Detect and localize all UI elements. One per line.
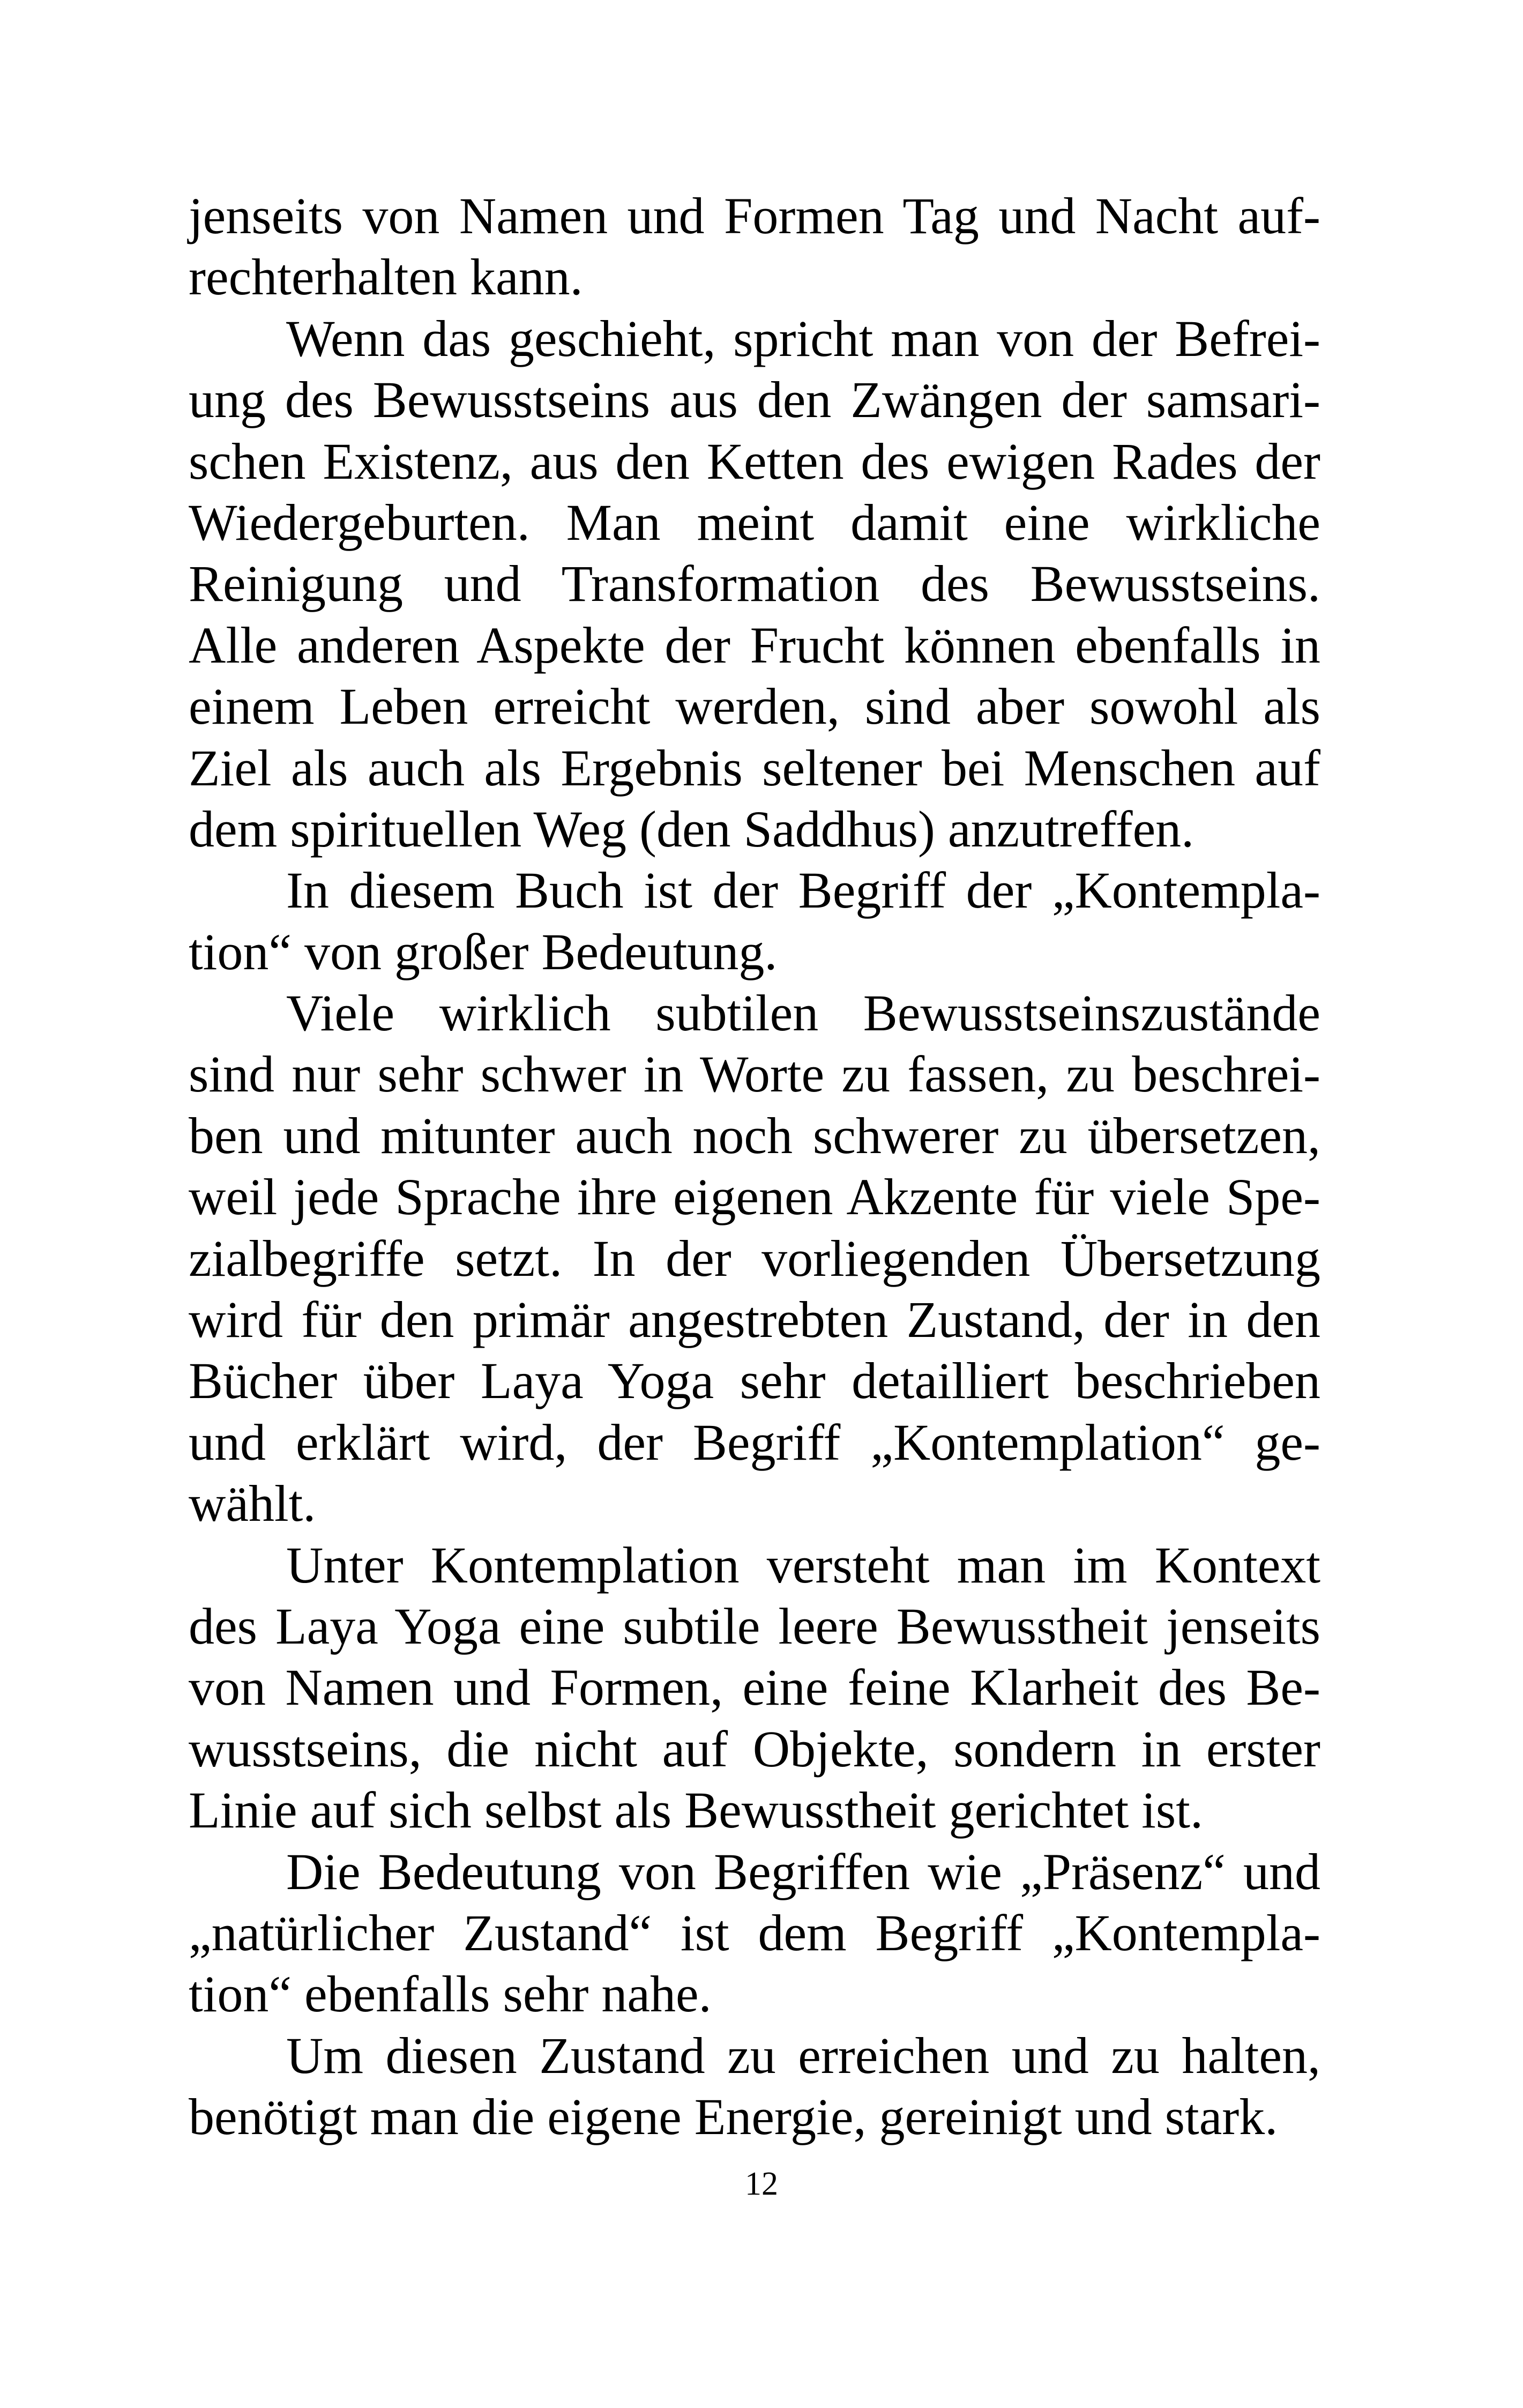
text-line: ben und mitunter auch noch schwerer zu übersetzen,: [189, 1106, 1320, 1164]
text-line: Die Bedeutung von Begriffen wie „Präsenz“ und: [286, 1842, 1320, 1900]
text-line: wusstseins, die nicht auf Objekte, sondern in erster: [189, 1720, 1320, 1778]
text-line: rechterhalten kann.: [189, 248, 583, 306]
paragraph: [189, 2025, 1320, 2148]
text-line: tion“ ebenfalls sehr nahe.: [189, 1965, 712, 2023]
text-line: schen Existenz, aus den Ketten des ewigen Rades der: [189, 432, 1320, 490]
text-line: zialbegriffe setzt. In der vorliegenden Übersetzung: [189, 1229, 1320, 1287]
text-line: einem Leben erreicht werden, sind aber sowohl als: [189, 678, 1320, 735]
paragraph: [189, 185, 1320, 308]
text-line: wählt.: [189, 1475, 316, 1533]
text-line: Linie auf sich selbst als Bewusstheit gerichtet ist.: [189, 1781, 1203, 1839]
paragraph: [189, 308, 1320, 860]
text-line: dem spirituellen Weg (den Saddhus) anzutreffen.: [189, 800, 1194, 858]
text-line: Ziel als auch als Ergebnis seltener bei Menschen auf: [189, 739, 1320, 797]
paragraph: [189, 983, 1320, 1535]
text-line: des Laya Yoga eine subtile leere Bewusstheit jenseits: [189, 1597, 1320, 1655]
text-line: Um diesen Zustand zu erreichen und zu halten,: [286, 2026, 1320, 2084]
text-line: Wiedergeburten. Man meint damit eine wirkliche: [189, 493, 1320, 551]
text-line: „natürlicher Zustand“ ist dem Begriff „Kontempla-: [189, 1904, 1320, 1961]
paragraph: [189, 1841, 1320, 2025]
text-line: jenseits von Namen und Formen Tag und Nacht auf-: [189, 187, 1320, 244]
text-line: sind nur sehr schwer in Worte zu fassen, zu beschrei-: [189, 1045, 1320, 1103]
text-line: weil jede Sprache ihre eigenen Akzente für viele Spe-: [189, 1168, 1320, 1226]
text-line: tion“ von großer Bedeutung.: [189, 923, 778, 980]
text-line: Bücher über Laya Yoga sehr detailliert beschrieben: [189, 1352, 1320, 1410]
text-line: von Namen und Formen, eine feine Klarheit des Be-: [189, 1659, 1320, 1716]
text-line: In diesem Buch ist der Begriff der „Kontempla-: [286, 861, 1320, 919]
paragraph: [189, 860, 1320, 983]
text-line: Alle anderen Aspekte der Frucht können ebenfalls in: [189, 616, 1320, 674]
text-line: ung des Bewusstseins aus den Zwängen der samsari-: [189, 371, 1320, 429]
text-line: und erklärt wird, der Begriff „Kontemplation“ ge-: [189, 1413, 1320, 1471]
text-line: wird für den primär angestrebten Zustand, der in den: [189, 1291, 1320, 1349]
text-line: Wenn das geschieht, spricht man von der Befrei-: [286, 309, 1320, 367]
text-line: Viele wirklich subtilen Bewusstseinszustände: [286, 984, 1320, 1042]
page-number: 12: [745, 2166, 778, 2202]
text-line: Unter Kontemplation versteht man im Kontext: [286, 1536, 1320, 1594]
body-text: [189, 185, 1320, 2148]
text-line: Reinigung und Transformation des Bewusstseins.: [189, 555, 1320, 613]
text-line: benötigt man die eigene Energie, gereinigt und stark.: [189, 2088, 1278, 2146]
paragraph: [189, 1535, 1320, 1841]
